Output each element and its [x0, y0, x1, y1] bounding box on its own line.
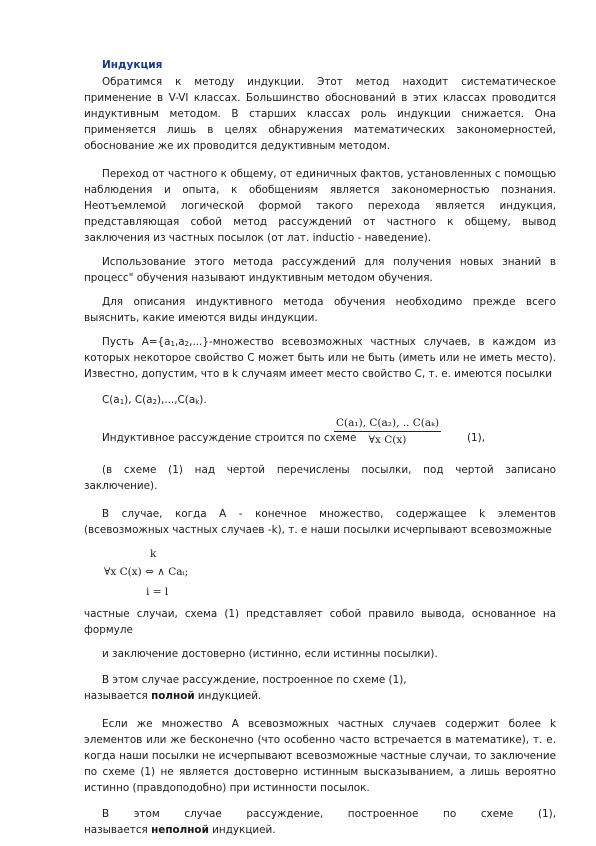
paragraph-transition: Переход от частного к общему, от единичных фактов, установленных с помощью наблюдения и опыта, к обобщениям является закономерностью познания. Неотъемлемой логической формой такого перехода является индукция, представляющая собой метод рассуждений от частного к общему, вывод заключения из частных посылок (от лат. inductio - наведение). [84, 168, 556, 244]
formula-main: ∀x C(x) ⇔ ∧ Caᵢ; [104, 566, 189, 578]
paragraph-set-definition: Пусть $А=\{a_1,a_2,...\}$-множество всевозможных частных случаев, в каждом из которых некоторое свойство С может быть или не быть (иметь или не иметь место). Известно, допустим, что в k случаям имеет место свойство С, т. е. имеются посылки [84, 336, 556, 380]
term-complete: полной [151, 690, 195, 702]
scheme-block [84, 416, 556, 452]
formula-lower-index: i = l [146, 586, 169, 598]
scheme-number: (1), [467, 432, 486, 444]
scheme-premises: C(a₁), C(a₂), .. C(aₖ) [334, 416, 441, 432]
term-incomplete: неполной [151, 824, 209, 836]
paragraph-infinite-case: Если же множество А всевозможных частных случаев содержит более k элементов или же бесконечно (что особенно часто встречается в математике), т. е. когда наши посылки не исчерпывают всевозможные частные случаи, то заключение по схеме (1) не является достоверно истинным высказыванием, а лишь вероятно истинно (правдоподобно) при истинности посылок. [84, 718, 556, 794]
paragraph-scheme-note: (в схеме (1) над чертой перечислены посылки, под чертой записано заключение). [84, 464, 556, 492]
paragraph-finite-case: В случае, когда А - конечное множество, содержащее k элементов (всевозможных частных случаев -k), т. е наши посылки исчерпывают всевозможные [84, 508, 556, 536]
paragraph-rule: частные случаи, схема (1) представляет собой правило вывода, основанное на формуле [84, 608, 556, 636]
paragraph-conclusion: и заключение достоверно (истинно, если истинны посылки). [102, 648, 438, 660]
paragraph-usage: Использование этого метода рассуждений для получения новых знаний в процесс" обучения называют индуктивным методом обучения. [84, 256, 556, 284]
premises-line: $C(a_1)$, $C(a_2),...,C(a_k)$. [102, 394, 207, 406]
paragraph-complete-induction: В этом случае рассуждение, построенное по схеме (1), называется полной индукцией. [84, 674, 407, 702]
document-page [84, 58, 556, 846]
paragraph-incomplete-induction: В этом случае рассуждение, построенное по схеме (1), называется неполной индукцией. [84, 808, 556, 836]
scheme-text: Индуктивное рассуждение строится по схеме [102, 432, 357, 444]
scheme-fraction [334, 416, 441, 447]
formula-block [84, 546, 556, 604]
scheme-conclusion: ∀x C(x) [368, 434, 407, 446]
paragraph-intro: Обратимся к методу индукции. Этот метод находит систематическое применение в V-VI классах. Большинство обоснований в этих классах проводится индуктивным методом. В старших классах роль индукции снижается. Она применяется лишь в целях обнаружения математических закономерностей, обоснование же их проводится дедуктивным методом. [84, 76, 556, 152]
section-title: Индукция [102, 59, 163, 71]
paragraph-types: Для описания индуктивного метода обучения необходимо прежде всего выяснить, какие имеются виды индукции. [84, 296, 556, 324]
formula-upper-index: k [150, 548, 157, 560]
